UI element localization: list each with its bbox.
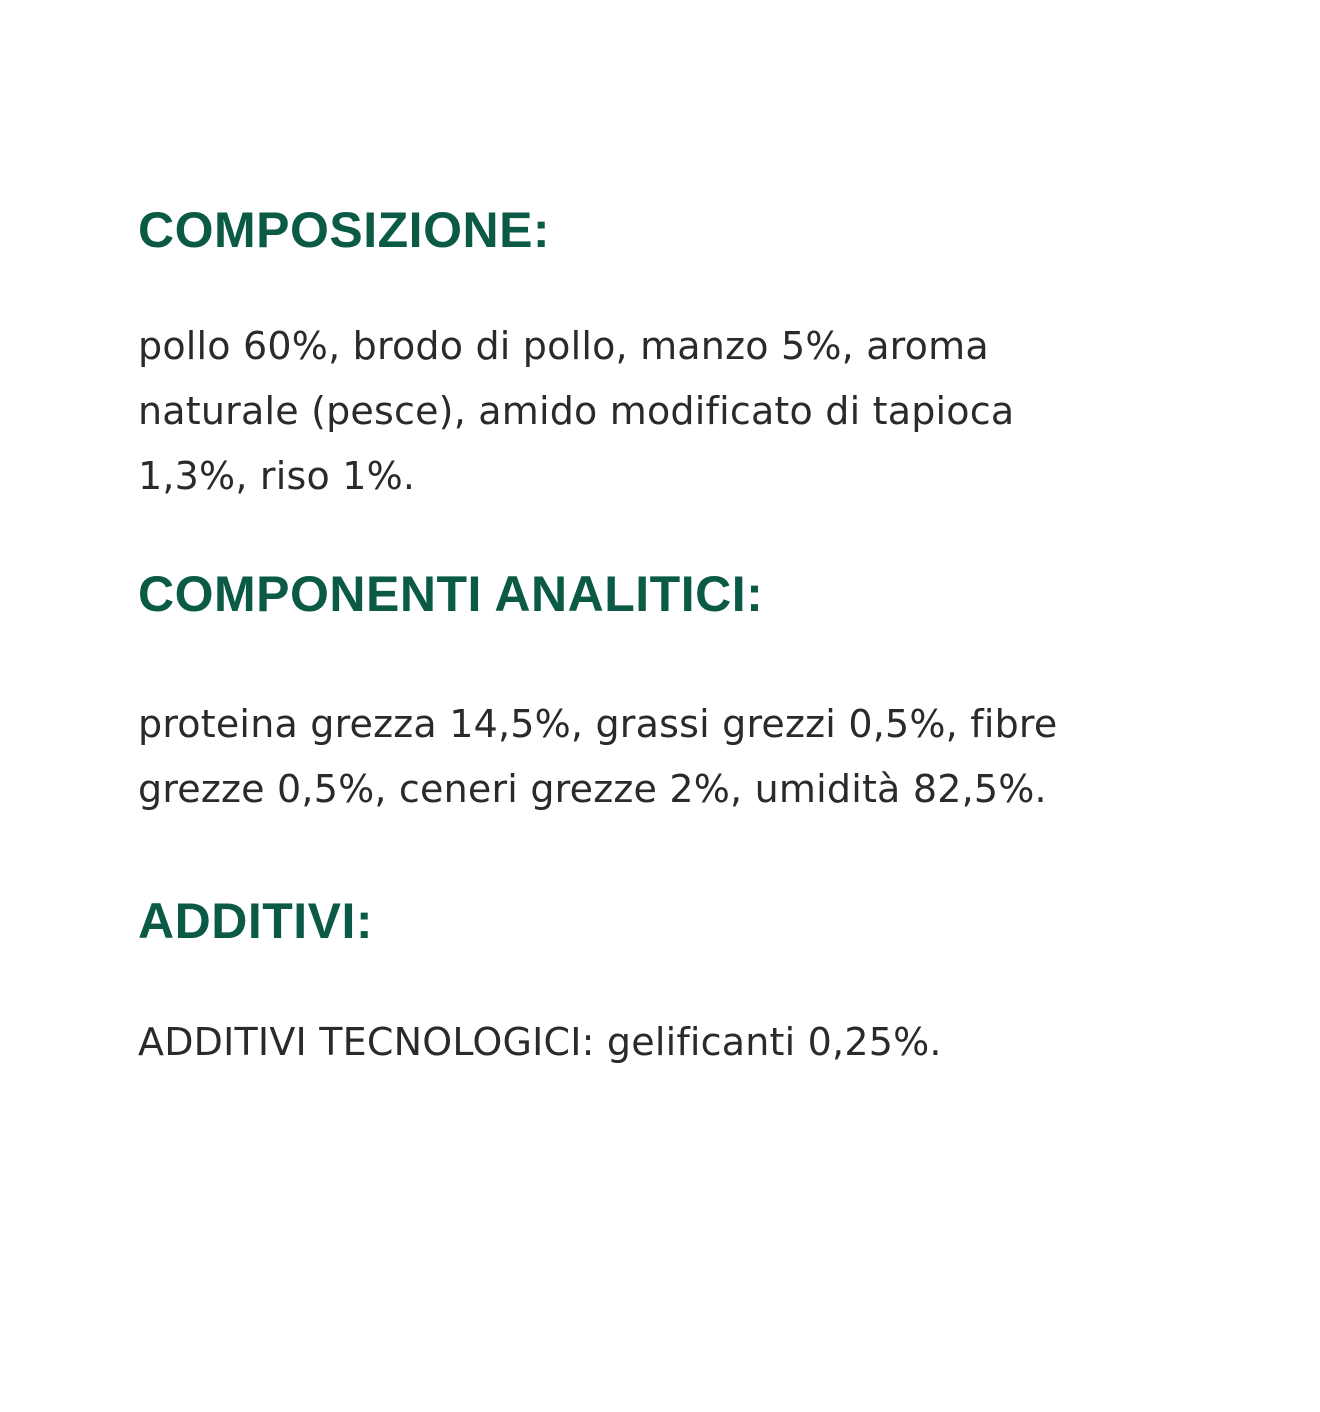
additivi-heading: ADDITIVI: xyxy=(138,893,374,949)
additivi-text xyxy=(138,1010,1138,1075)
additivi-line: ADDITIVI TECNOLOGICI: gelificanti 0,25%. xyxy=(138,1020,942,1064)
composizione-line: naturale (pesce), amido modificato di tapioca xyxy=(138,389,1015,433)
composizione-heading: COMPOSIZIONE: xyxy=(138,202,551,258)
composizione-text xyxy=(138,314,1138,509)
componenti-analitici-line: grezze 0,5%, ceneri grezze 2%, umidità 82,5%. xyxy=(138,767,1047,811)
composizione-line: 1,3%, riso 1%. xyxy=(138,454,416,498)
componenti-analitici-heading: COMPONENTI ANALITICI: xyxy=(138,566,764,622)
composizione-line: pollo 60%, brodo di pollo, manzo 5%, aroma xyxy=(138,324,989,368)
product-label-content xyxy=(138,195,1138,1075)
componenti-analitici-line: proteina grezza 14,5%, grassi grezzi 0,5%, fibre xyxy=(138,702,1058,746)
componenti-analitici-text xyxy=(138,692,1138,822)
